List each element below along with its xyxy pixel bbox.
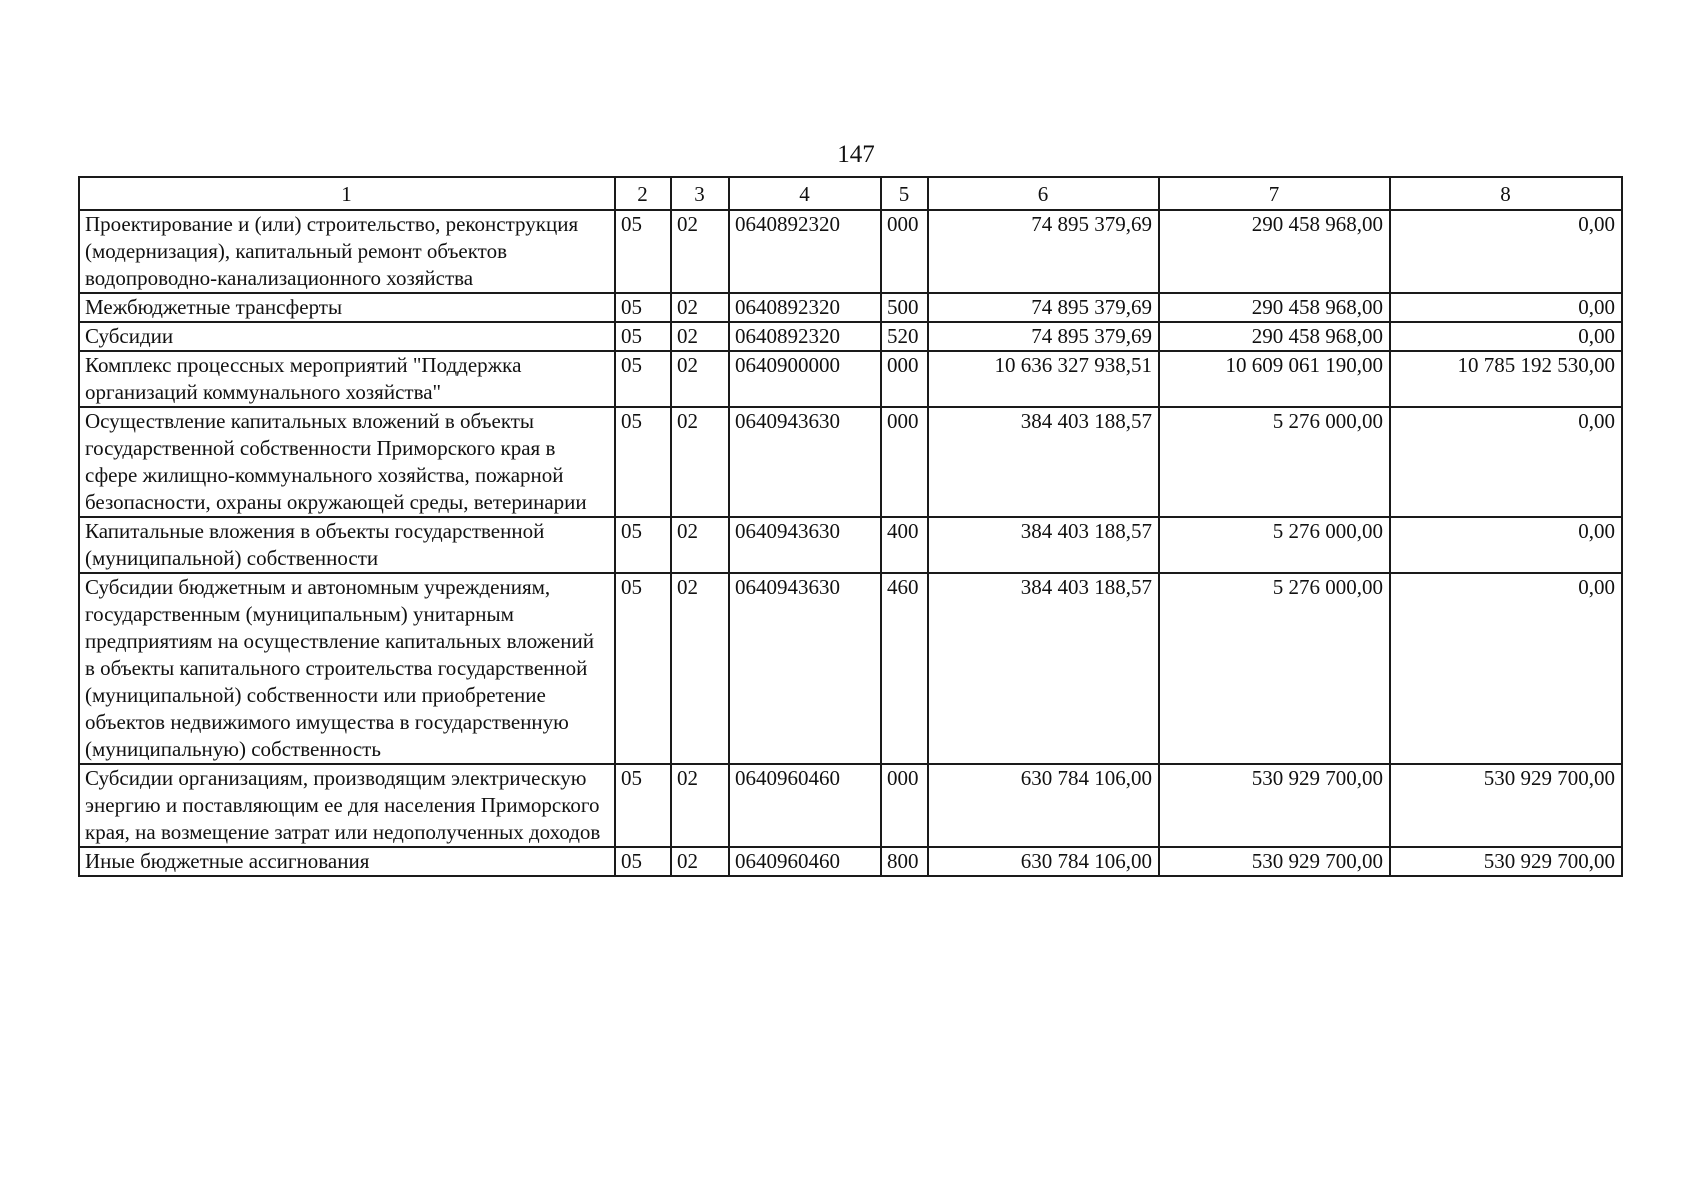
amount-col-6: 74 895 379,69: [928, 322, 1159, 351]
table-row: [79, 573, 1622, 764]
subsection-code: 02: [671, 764, 729, 847]
amount-col-6: 630 784 106,00: [928, 847, 1159, 876]
amount-col-6: 384 403 188,57: [928, 407, 1159, 517]
amount-col-6: 384 403 188,57: [928, 573, 1159, 764]
amount-col-7: 10 609 061 190,00: [1159, 351, 1390, 407]
table-row: [79, 293, 1622, 322]
table-row: [79, 210, 1622, 293]
expense-type-code: 000: [881, 764, 928, 847]
amount-col-7: 530 929 700,00: [1159, 764, 1390, 847]
section-code: 05: [615, 322, 671, 351]
target-article-code: 0640943630: [729, 407, 881, 517]
target-article-code: 0640960460: [729, 847, 881, 876]
amount-col-6: 384 403 188,57: [928, 517, 1159, 573]
expense-type-code: 460: [881, 573, 928, 764]
subsection-code: 02: [671, 573, 729, 764]
amount-col-7: 5 276 000,00: [1159, 407, 1390, 517]
table-row: [79, 517, 1622, 573]
subsection-code: 02: [671, 517, 729, 573]
target-article-code: 0640892320: [729, 210, 881, 293]
section-code: 05: [615, 847, 671, 876]
target-article-code: 0640943630: [729, 573, 881, 764]
column-header: 4: [729, 177, 881, 210]
section-code: 05: [615, 210, 671, 293]
row-name: Межбюджетные трансферты: [79, 293, 615, 322]
target-article-code: 0640960460: [729, 764, 881, 847]
table-row: [79, 764, 1622, 847]
amount-col-7: 290 458 968,00: [1159, 322, 1390, 351]
section-code: 05: [615, 517, 671, 573]
expense-type-code: 000: [881, 210, 928, 293]
section-code: 05: [615, 293, 671, 322]
column-header: 6: [928, 177, 1159, 210]
amount-col-8: 530 929 700,00: [1390, 764, 1622, 847]
header-row: [79, 177, 1622, 210]
amount-col-6: 74 895 379,69: [928, 210, 1159, 293]
amount-col-7: 290 458 968,00: [1159, 293, 1390, 322]
table-row: [79, 407, 1622, 517]
target-article-code: 0640900000: [729, 351, 881, 407]
expense-type-code: 400: [881, 517, 928, 573]
target-article-code: 0640892320: [729, 293, 881, 322]
amount-col-7: 530 929 700,00: [1159, 847, 1390, 876]
expense-type-code: 520: [881, 322, 928, 351]
row-name: Иные бюджетные ассигнования: [79, 847, 615, 876]
amount-col-7: 290 458 968,00: [1159, 210, 1390, 293]
subsection-code: 02: [671, 407, 729, 517]
column-header: 2: [615, 177, 671, 210]
section-code: 05: [615, 573, 671, 764]
expense-type-code: 800: [881, 847, 928, 876]
budget-table: [78, 176, 1623, 877]
section-code: 05: [615, 407, 671, 517]
row-name: Капитальные вложения в объекты государственной (муниципальной) собственности: [79, 517, 615, 573]
expense-type-code: 000: [881, 407, 928, 517]
column-header: 1: [79, 177, 615, 210]
amount-col-8: 0,00: [1390, 517, 1622, 573]
amount-col-7: 5 276 000,00: [1159, 517, 1390, 573]
table-row: [79, 847, 1622, 876]
expense-type-code: 500: [881, 293, 928, 322]
row-name: Субсидии бюджетным и автономным учреждениям, государственным (муниципальным) унитарным предприятиям на осуществление капитальных вложений в объекты капитального строительства государственной (муниципальной) собственности или приобретение объектов недвижимого имущества в государственную (муниципальную) собственность: [79, 573, 615, 764]
amount-col-8: 10 785 192 530,00: [1390, 351, 1622, 407]
amount-col-8: 0,00: [1390, 293, 1622, 322]
section-code: 05: [615, 351, 671, 407]
amount-col-8: 0,00: [1390, 210, 1622, 293]
amount-col-8: 0,00: [1390, 322, 1622, 351]
column-header: 5: [881, 177, 928, 210]
amount-col-7: 5 276 000,00: [1159, 573, 1390, 764]
subsection-code: 02: [671, 847, 729, 876]
subsection-code: 02: [671, 351, 729, 407]
amount-col-6: 10 636 327 938,51: [928, 351, 1159, 407]
row-name: Проектирование и (или) строительство, реконструкция (модернизация), капитальный ремонт объектов водопроводно-канализационного хозяйства: [79, 210, 615, 293]
column-header: 8: [1390, 177, 1622, 210]
subsection-code: 02: [671, 210, 729, 293]
target-article-code: 0640943630: [729, 517, 881, 573]
amount-col-6: 630 784 106,00: [928, 764, 1159, 847]
row-name: Субсидии организациям, производящим электрическую энергию и поставляющим ее для населения Приморского края, на возмещение затрат или недополученных доходов: [79, 764, 615, 847]
amount-col-8: 530 929 700,00: [1390, 847, 1622, 876]
column-header: 3: [671, 177, 729, 210]
target-article-code: 0640892320: [729, 322, 881, 351]
row-name: Осуществление капитальных вложений в объекты государственной собственности Приморского края в сфере жилищно-коммунального хозяйства, пожарной безопасности, охраны окружающей среды, ветеринарии: [79, 407, 615, 517]
table-row: [79, 351, 1622, 407]
row-name: Субсидии: [79, 322, 615, 351]
subsection-code: 02: [671, 322, 729, 351]
page-number: 147: [837, 141, 875, 168]
amount-col-8: 0,00: [1390, 407, 1622, 517]
expense-type-code: 000: [881, 351, 928, 407]
amount-col-8: 0,00: [1390, 573, 1622, 764]
table-row: [79, 322, 1622, 351]
row-name: Комплекс процессных мероприятий "Поддержка организаций коммунального хозяйства": [79, 351, 615, 407]
subsection-code: 02: [671, 293, 729, 322]
section-code: 05: [615, 764, 671, 847]
column-header: 7: [1159, 177, 1390, 210]
amount-col-6: 74 895 379,69: [928, 293, 1159, 322]
